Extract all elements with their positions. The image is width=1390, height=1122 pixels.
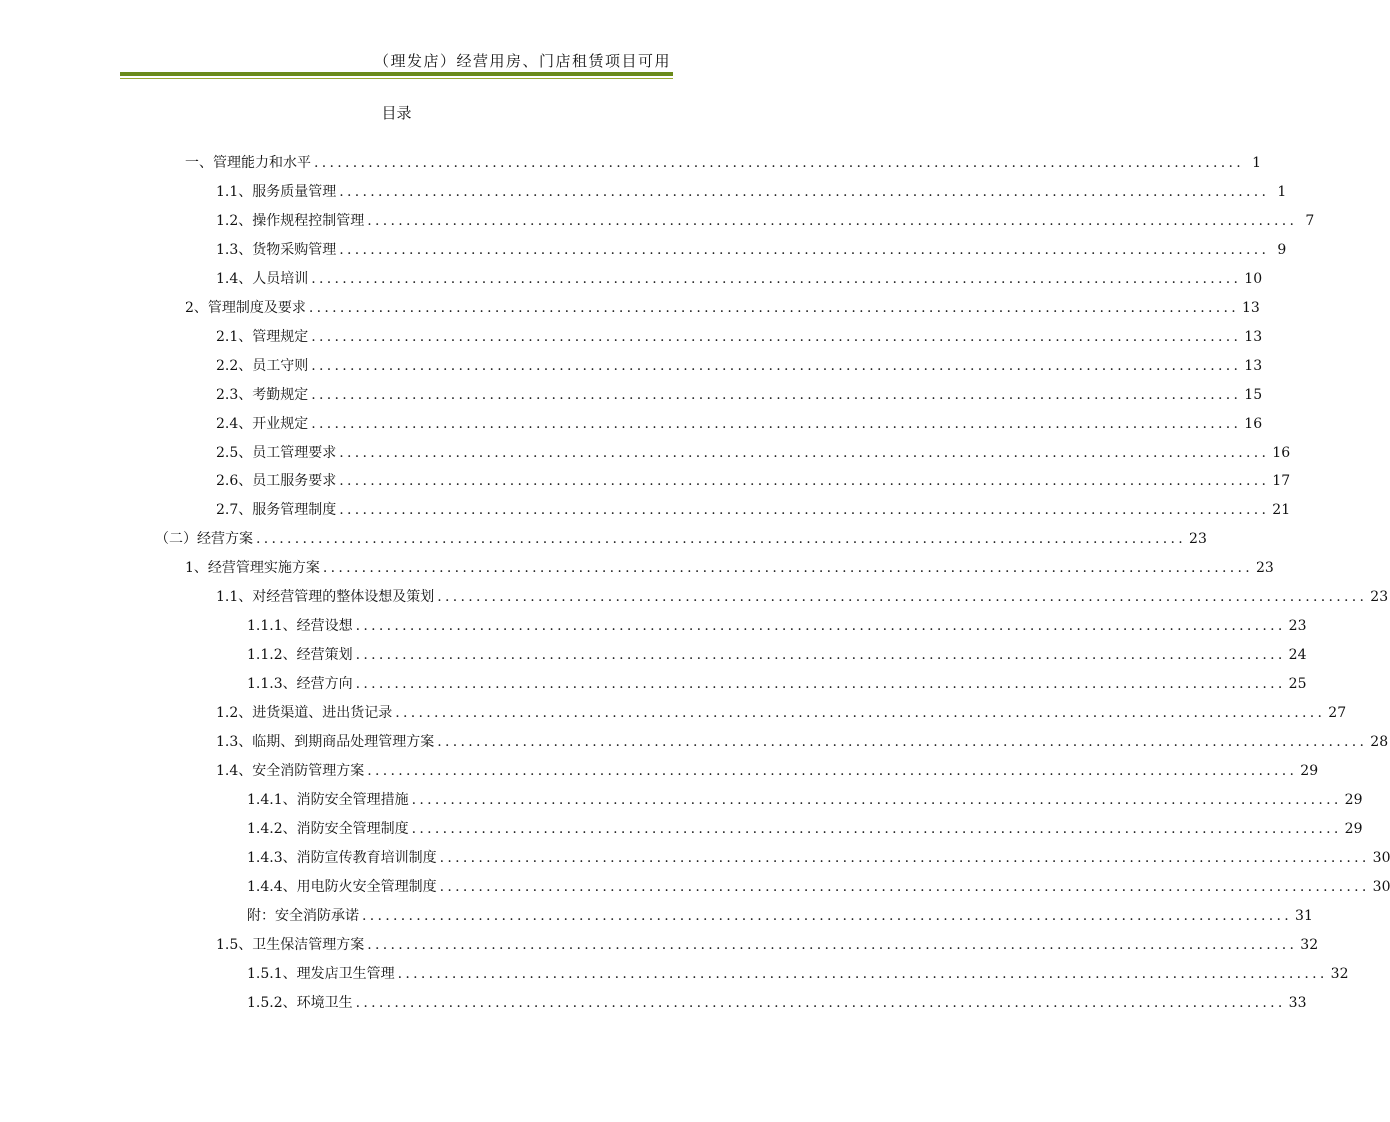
toc-entry[interactable] [247,818,1363,838]
toc-dot-leader: ........................................................................................................................ [339,444,1270,461]
toc-entry-page: 23 [1288,618,1307,635]
toc-entry-label: 1.4.1、消防安全管理措施 [247,791,409,808]
toc-entry-label: 1.1.2、经营策划 [247,647,353,664]
toc-entry-label: 2.3、考勤规定 [216,386,309,403]
toc-dot-leader: ........................................................................................................................ [311,386,1242,403]
toc-entry[interactable] [247,847,1390,867]
toc-entry-label: 1.2、操作规程控制管理 [216,212,365,229]
toc-entry[interactable] [216,413,1263,433]
toc-dot-leader: ........................................................................................................................ [367,212,1298,229]
toc-dot-leader: ........................................................................................................................ [339,473,1270,490]
toc-dot-leader: ........................................................................................................................ [367,762,1298,779]
toc-entry[interactable] [247,789,1363,809]
toc-entry[interactable] [247,673,1307,693]
toc-dot-leader: ........................................................................................................................ [437,734,1368,750]
toc-entry-label: 1.4.4、用电防火安全管理制度 [247,878,437,895]
header-rule [120,72,673,76]
toc-entry-label: 1.1.3、经营方向 [247,676,353,693]
toc-entry-page: 9 [1277,241,1287,258]
toc-entry-label: 1.5.2、环境卫生 [247,994,353,1011]
toc-entry-label: 2.7、服务管理制度 [216,502,337,519]
toc-entry-page: 29 [1300,762,1319,779]
toc-entry-label: 1.3、临期、到期商品处理管理方案 [216,734,435,750]
toc-entry[interactable] [247,905,1313,925]
header-rule-thin [120,78,673,79]
toc-entry-page: 25 [1288,676,1307,693]
toc-entry[interactable] [247,992,1307,1012]
toc-entry[interactable] [216,210,1315,230]
toc-entry-page: 15 [1244,386,1263,403]
toc-entry-label: 2.2、员工守则 [216,357,309,374]
toc-entry[interactable] [216,239,1287,259]
toc-entry-label: 2、管理制度及要求 [185,299,306,316]
toc-entry-label: 2.4、开业规定 [216,415,309,432]
toc-entry-page: 16 [1244,415,1263,432]
toc-entry-page: 29 [1344,791,1363,808]
toc-dot-leader: ........................................................................................................................ [308,299,1239,316]
toc-dot-leader: ........................................................................................................................ [362,907,1293,924]
toc-entry-page: 31 [1295,907,1313,924]
toc-entry-page: 33 [1288,994,1307,1011]
toc-dot-leader: ........................................................................................................................ [439,849,1370,866]
toc-entry-page: 13 [1241,299,1260,316]
toc-entry-page: 30 [1372,849,1390,866]
toc-entry[interactable] [185,297,1260,317]
toc-entry-label: 2.1、管理规定 [216,328,309,345]
toc-dot-leader: ........................................................................................................................ [355,647,1286,664]
toc-dot-leader: ........................................................................................................................ [355,676,1286,693]
toc-entry-page: 21 [1272,502,1291,519]
toc-entry-page: 10 [1244,270,1263,287]
toc-entry-page: 13 [1244,357,1263,374]
toc-entry-label: 1.4、人员培训 [216,270,309,287]
toc-dot-leader: ........................................................................................................................ [397,965,1328,982]
toc-entry-page: 1 [1252,155,1262,171]
toc-entry[interactable] [216,499,1291,519]
toc-dot-leader: ........................................................................................................................ [355,994,1286,1011]
toc-entry-page: 32 [1330,965,1349,982]
toc-entry-label: 1.3、货物采购管理 [216,241,337,258]
toc-entry[interactable] [216,326,1263,346]
toc-entry[interactable] [216,760,1319,780]
toc-dot-leader: ........................................................................................................................ [256,531,1187,548]
toc-entry-page: 1 [1277,183,1287,200]
toc-entry-page: 23 [1189,531,1207,548]
toc-entry-label: 1.1.1、经营设想 [247,618,353,635]
toc-dot-leader: ........................................................................................................................ [311,415,1242,432]
toc-entry[interactable] [216,934,1319,954]
toc-entry[interactable] [247,644,1307,664]
toc-entry-label: 2.5、员工管理要求 [216,444,337,461]
toc-entry-label: 附：安全消防承诺 [247,907,359,924]
toc-entry-page: 30 [1372,878,1390,895]
toc-dot-leader: ........................................................................................................................ [367,936,1298,953]
toc-entry-page: 17 [1272,473,1291,490]
toc-entry-page: 28 [1370,734,1389,750]
header-title: （理发店）经营用房、门店租赁项目可用 [373,52,671,70]
toc-entry-label: 1.4、安全消防管理方案 [216,762,365,779]
toc-entry-label: 1.1、对经营管理的整体设想及策划 [216,589,435,606]
toc-entry[interactable] [216,181,1287,201]
toc-entry[interactable] [216,470,1291,490]
toc-entry[interactable] [185,557,1274,577]
toc-dot-leader: ........................................................................................................................ [311,328,1242,345]
toc-entry-page: 32 [1300,936,1319,953]
toc-entry-label: 1.2、进货渠道、进出货记录 [216,705,393,722]
toc-dot-leader: ........................................................................................................................ [395,705,1326,722]
toc-title: 目录 [381,104,412,122]
toc-entry[interactable] [247,963,1349,983]
toc-dot-leader: ........................................................................................................................ [314,155,1245,171]
toc-entry-page: 27 [1328,705,1347,722]
toc-entry-label: 1.4.2、消防安全管理制度 [247,820,409,837]
toc-dot-leader: ........................................................................................................................ [339,502,1270,519]
toc-entry-page: 7 [1305,212,1315,229]
toc-entry[interactable] [216,355,1263,375]
toc-entry-label: 1.5.1、理发店卫生管理 [247,965,395,982]
toc-entry-page: 13 [1244,328,1263,345]
toc-dot-leader: ........................................................................................................................ [411,791,1342,808]
toc-entry-label: 2.6、员工服务要求 [216,473,337,490]
toc-entry[interactable] [247,876,1390,896]
toc-entry[interactable] [216,702,1347,722]
toc-entry-label: （二）经营方案 [155,531,253,548]
toc-entry-page: 23 [1255,560,1274,577]
toc-dot-leader: ........................................................................................................................ [439,878,1370,895]
toc-dot-leader: ........................................................................................................................ [311,270,1242,287]
toc-dot-leader: ........................................................................................................................ [437,589,1368,606]
toc-entry-page: 23 [1370,589,1389,606]
toc-entry-label: 一、管理能力和水平 [185,155,311,171]
toc-entry[interactable] [216,586,1389,606]
toc-entry[interactable] [216,731,1389,751]
toc-dot-leader: ........................................................................................................................ [339,241,1270,258]
toc-entry[interactable] [216,268,1263,288]
toc-dot-leader: ........................................................................................................................ [355,618,1286,635]
toc-entry-label: 1.4.3、消防宣传教育培训制度 [247,849,437,866]
toc-dot-leader: ........................................................................................................................ [322,560,1253,577]
toc-dot-leader: ........................................................................................................................ [411,820,1342,837]
toc-entry-page: 29 [1344,820,1363,837]
toc-entry-label: 1、经营管理实施方案 [185,560,320,577]
toc-entry-page: 16 [1272,444,1291,461]
toc-entry[interactable] [155,528,1207,548]
toc-entry[interactable] [247,615,1307,635]
toc-entry[interactable] [216,384,1263,404]
toc-entry[interactable] [185,152,1262,172]
toc-entry-label: 1.1、服务质量管理 [216,183,337,200]
toc-dot-leader: ........................................................................................................................ [339,183,1270,200]
toc-entry-page: 24 [1288,647,1307,664]
toc-dot-leader: ........................................................................................................................ [311,357,1242,374]
toc-entry-label: 1.5、卫生保洁管理方案 [216,936,365,953]
toc-entry[interactable] [216,442,1291,462]
